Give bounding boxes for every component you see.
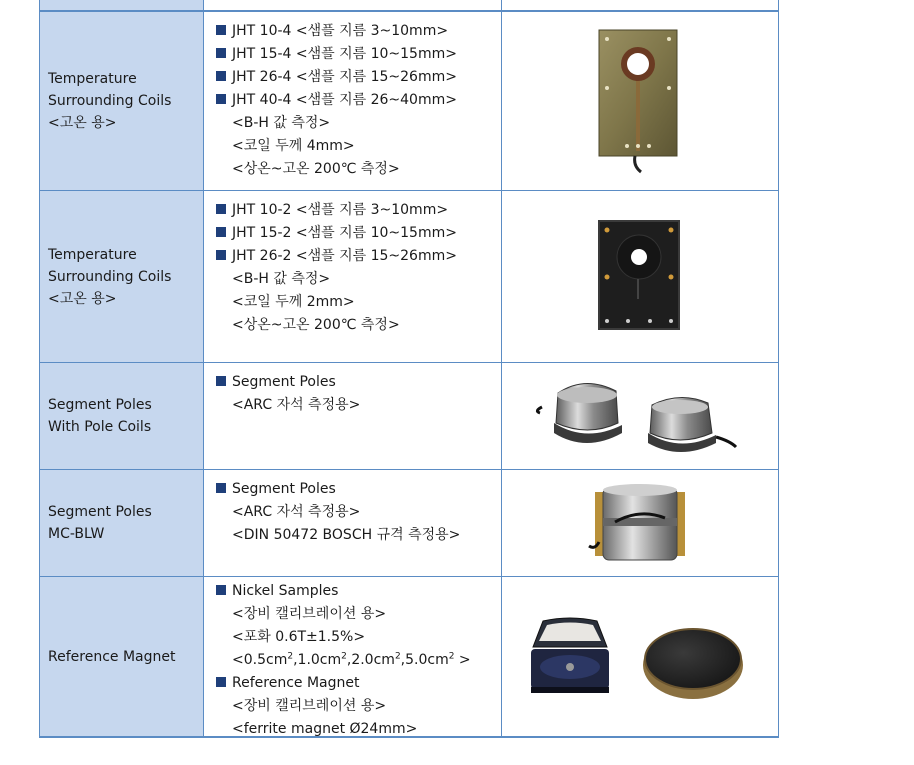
bullet-square-icon xyxy=(216,483,226,493)
bullet-item: JHT 10-2 <샘플 지름 3~10mm> xyxy=(216,199,501,222)
bullet-square-icon xyxy=(216,48,226,58)
desc-cell xyxy=(204,363,502,469)
row-name-line: <고온 용> xyxy=(48,290,117,307)
black-coil-plate-image xyxy=(595,217,685,337)
bullet-square-icon xyxy=(216,25,226,35)
row-name-line: Surrounding Coils xyxy=(48,93,172,109)
table-row xyxy=(40,363,778,470)
note-line: <DIN 50472 BOSCH 규격 측정용> xyxy=(232,527,461,543)
bullet-item: JHT 10-4 <샘플 지름 3~10mm> xyxy=(216,20,501,43)
name-cell xyxy=(40,12,204,190)
note-line: <장비 캘리브레이션 용> xyxy=(232,606,387,622)
note-line: <ARC 자석 측정용> xyxy=(232,397,361,413)
bullet-square-icon xyxy=(216,677,226,687)
bullet-square-icon xyxy=(216,585,226,595)
note-line-area-sizes: $<0.5cm^2,1.0cm^2,2.0cm^2,5.0cm^2$ > xyxy=(232,651,471,668)
reference-magnets-image xyxy=(525,607,755,707)
bullet-item: Reference Magnet xyxy=(216,672,501,695)
note-line: <B-H 값 측정> xyxy=(232,271,331,287)
row-name-line: With Pole Coils xyxy=(48,419,152,435)
note-line: <장비 캘리브레이션 용> xyxy=(232,698,387,714)
row-name-line: Segment Poles xyxy=(48,504,152,520)
bullet-square-icon xyxy=(216,227,226,237)
row-name-line: MC-BLW xyxy=(48,526,105,542)
image-cell xyxy=(502,191,778,362)
segment-poles-blw-image xyxy=(585,478,695,568)
note-line: <포화 0.6T±1.5%> xyxy=(232,629,366,645)
table-row-partial xyxy=(40,0,778,12)
desc-cell xyxy=(204,0,502,10)
name-cell xyxy=(40,363,204,469)
row-name-line: Reference Magnet xyxy=(48,648,176,665)
image-cell xyxy=(502,363,778,469)
note-line: <상온~고온 200℃ 측정> xyxy=(232,317,400,333)
image-cell xyxy=(502,470,778,576)
image-cell xyxy=(502,577,778,736)
note-line: <코일 두께 4mm> xyxy=(232,138,355,154)
name-cell xyxy=(40,0,204,10)
segment-poles-pair-image xyxy=(530,371,750,461)
bullet-square-icon xyxy=(216,204,226,214)
image-cell xyxy=(502,12,778,190)
desc-cell xyxy=(204,577,502,736)
row-name-line: Temperature xyxy=(48,246,137,263)
bullet-item: JHT 15-4 <샘플 지름 10~15mm> xyxy=(216,43,501,66)
bullet-item: JHT 26-4 <샘플 지름 15~26mm> xyxy=(216,66,501,89)
bullet-item: Nickel Samples xyxy=(216,580,501,603)
bullet-item: JHT 15-2 <샘플 지름 10~15mm> xyxy=(216,222,501,245)
note-line: <B-H 값 측정> xyxy=(232,115,331,131)
bullet-item: JHT 26-2 <샘플 지름 15~26mm> xyxy=(216,245,501,268)
note-line: <상온~고온 200℃ 측정> xyxy=(232,161,400,177)
desc-cell xyxy=(204,12,502,190)
table-row xyxy=(40,577,778,738)
table-row xyxy=(40,191,778,363)
table-row xyxy=(40,470,778,577)
name-cell xyxy=(40,577,204,736)
row-name-line: Segment Poles xyxy=(48,397,152,413)
name-cell xyxy=(40,191,204,362)
image-cell xyxy=(502,0,778,10)
note-line: <ferrite magnet Ø24mm> xyxy=(232,721,418,737)
row-name-line: <고온 용> xyxy=(48,115,117,131)
bullet-item: Segment Poles xyxy=(216,478,501,501)
bullet-square-icon xyxy=(216,71,226,81)
bullet-square-icon xyxy=(216,376,226,386)
note-line: <코일 두께 2mm> xyxy=(232,294,355,310)
table-row xyxy=(40,12,778,191)
note-line: <ARC 자석 측정용> xyxy=(232,504,361,520)
bullet-square-icon xyxy=(216,94,226,104)
bullet-item: Segment Poles xyxy=(216,371,501,394)
desc-cell xyxy=(204,470,502,576)
row-name-line: Temperature xyxy=(48,71,137,87)
bullet-square-icon xyxy=(216,250,226,260)
bullet-item: JHT 40-4 <샘플 지름 26~40mm> xyxy=(216,89,501,112)
name-cell xyxy=(40,470,204,576)
product-table xyxy=(39,0,779,738)
olive-coil-plate-image xyxy=(595,26,685,176)
row-name-line: Surrounding Coils xyxy=(48,268,172,285)
desc-cell xyxy=(204,191,502,362)
